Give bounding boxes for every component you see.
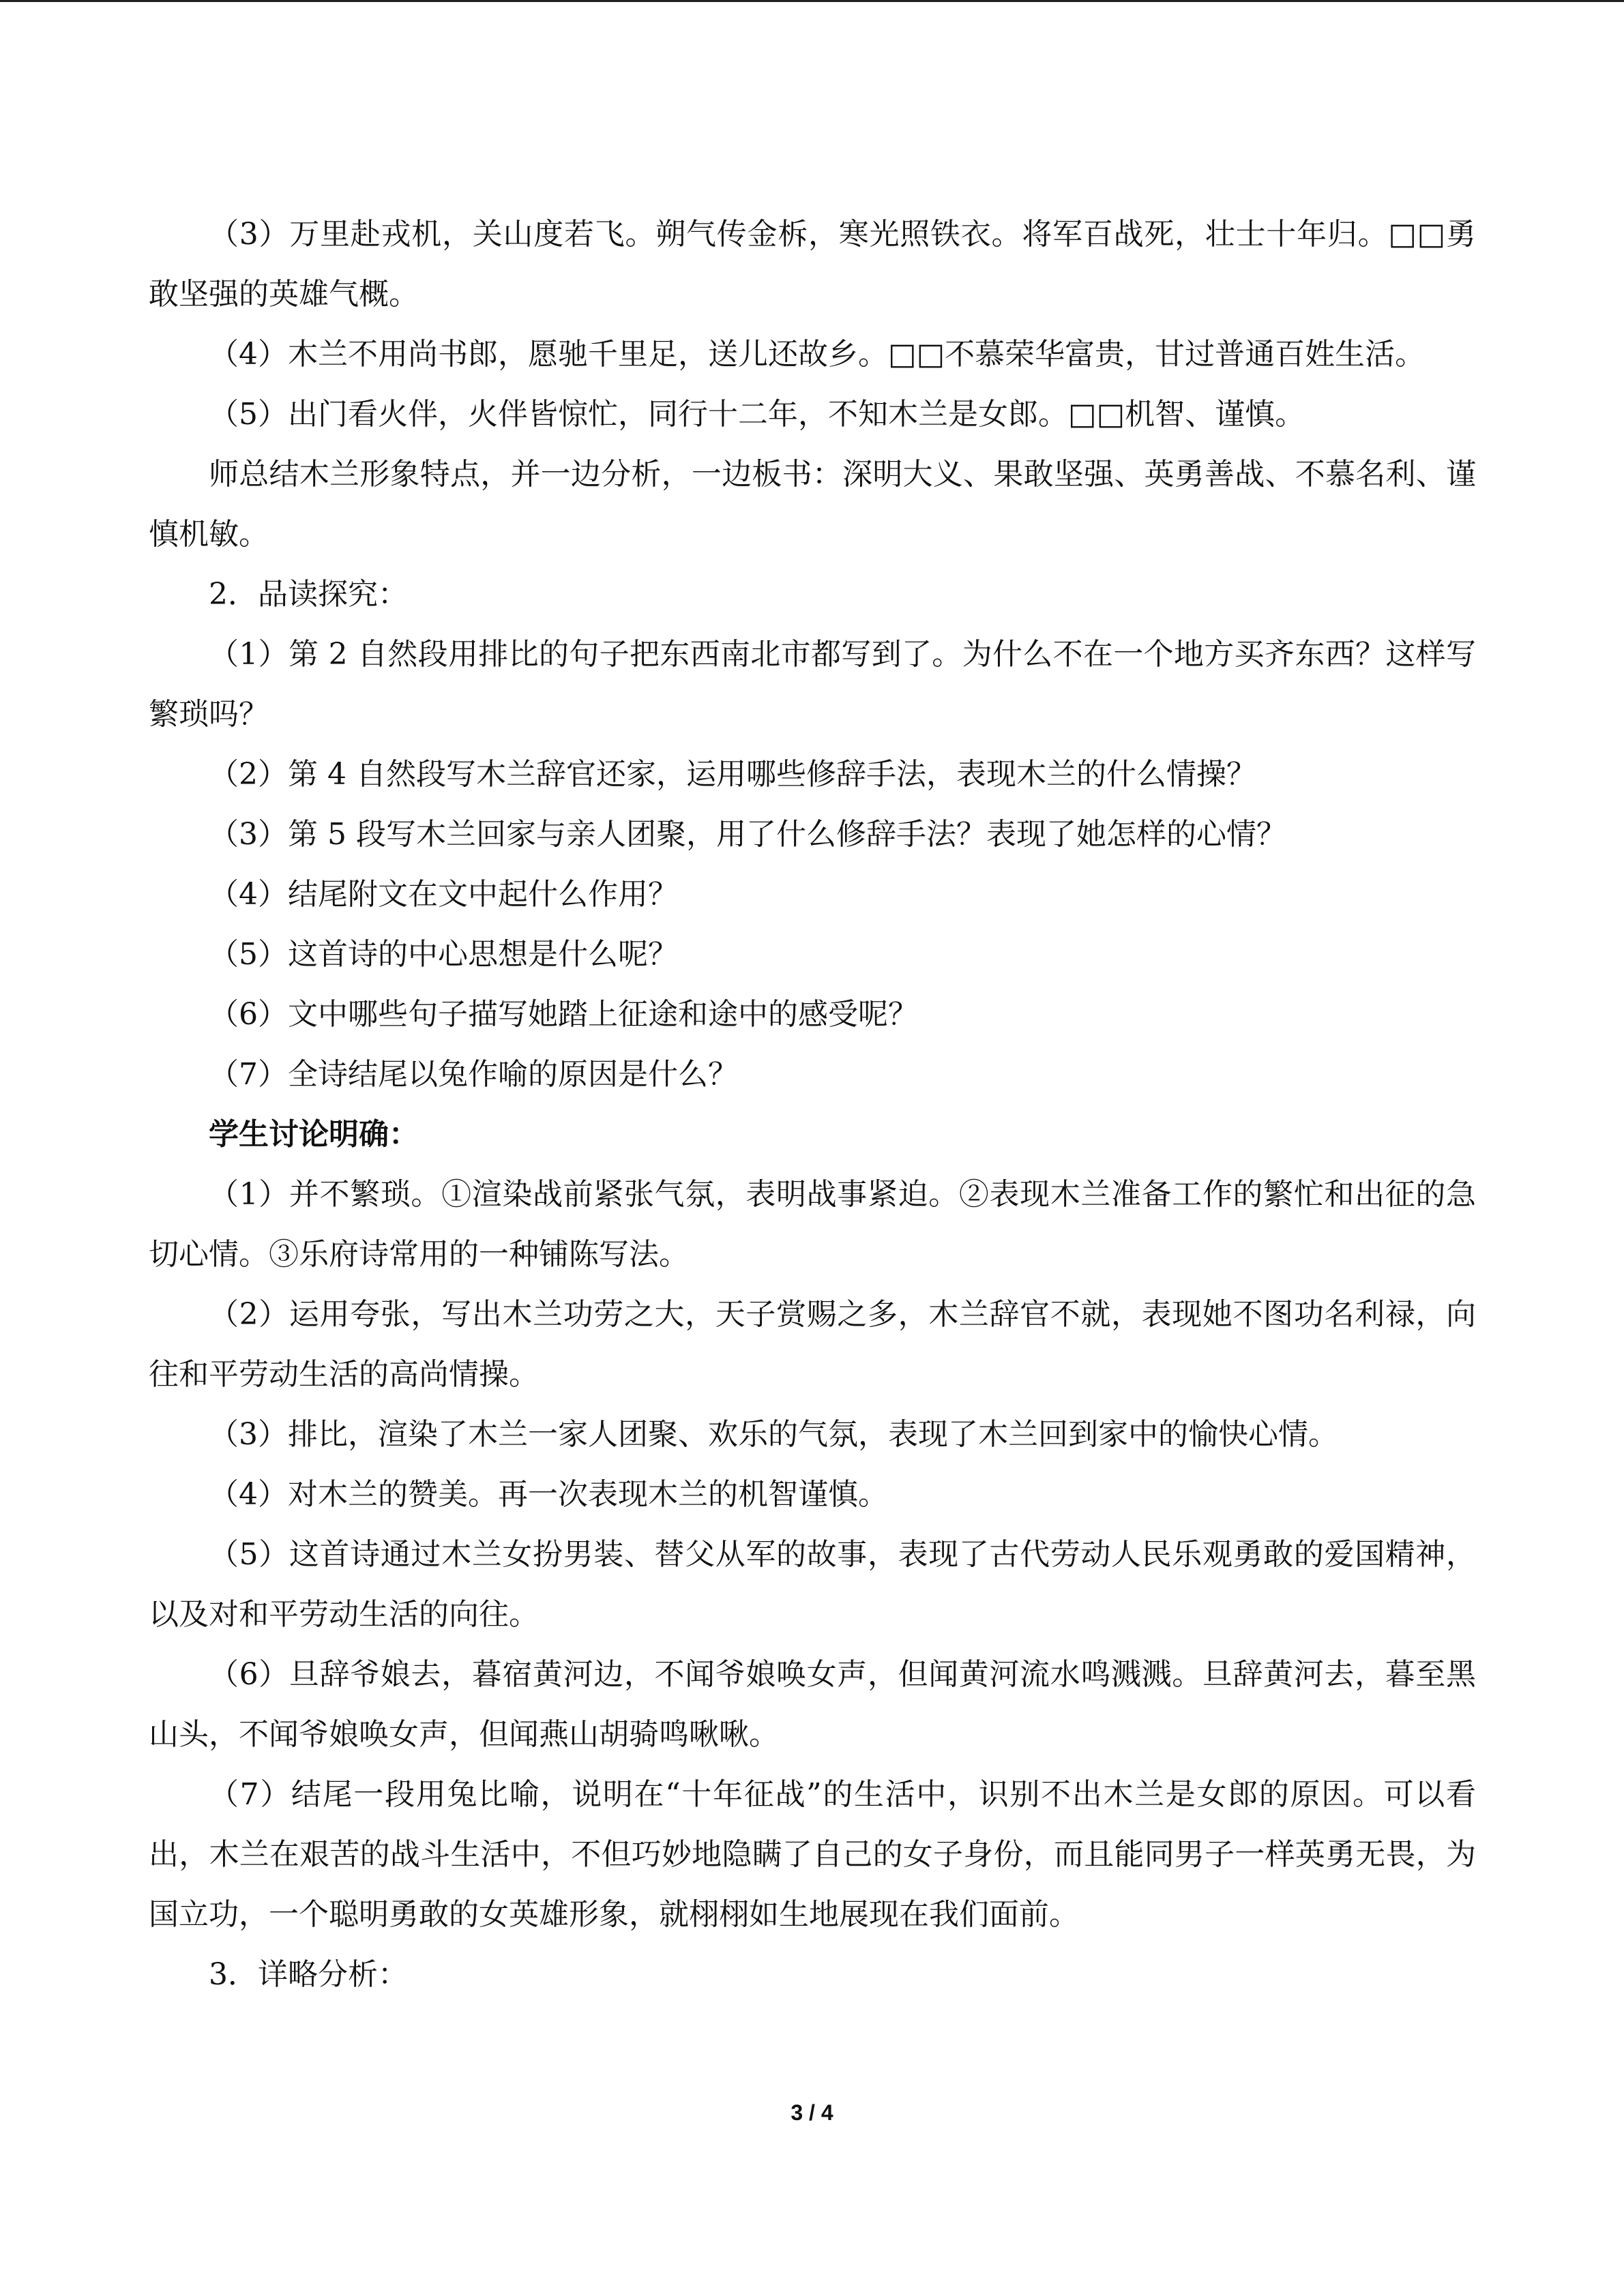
question-item: （1）第 2 自然段用排比的句子把东西南北市都写到了。为什么不在一个地方买齐东西？这样写繁琐吗？ <box>149 637 1476 732</box>
answer-item: （6）旦辞爷娘去，暮宿黄河边，不闻爷娘唤女声，但闻黄河流水鸣溅溅。旦辞黄河去，暮至黑山头，不闻爷娘唤女声，但闻燕山胡骑鸣啾啾。 <box>149 1657 1476 1752</box>
question-item: （3）第 5 段写木兰回家与亲人团聚，用了什么修辞手法？表现了她怎样的心情？ <box>209 817 1286 852</box>
section-heading: 2．品读探究： <box>209 577 408 612</box>
top-border-line <box>0 0 1624 2</box>
page-number: 3 / 4 <box>791 2100 833 2125</box>
answer-item: （7）结尾一段用兔比喻，说明在“十年征战”的生活中，识别不出木兰是女郎的原因。可以看出，木兰在艰苦的战斗生活中，不但巧妙地隐瞒了自己的女子身份，而且能同男子一样英勇无畏，为国立功，一个聪明勇敢的女英雄形象，就栩栩如生地展现在我们面前。 <box>149 1777 1476 1932</box>
question-item: （5）这首诗的中心思想是什么呢？ <box>209 937 678 972</box>
answer-item: （3）排比，渲染了木兰一家人团聚、欢乐的气氛，表现了木兰回到家中的愉快心情。 <box>209 1417 1338 1452</box>
question-item: （4）结尾附文在文中起什么作用？ <box>209 877 678 912</box>
answer-item: （5）这首诗通过木兰女扮男装、替父从军的故事，表现了古代劳动人民乐观勇敢的爱国精神，以及对和平劳动生活的向往。 <box>149 1537 1476 1632</box>
document-body <box>149 205 1476 2005</box>
paragraph: （5）出门看火伴，火伴皆惊忙，同行十二年，不知木兰是女郎。□□机智、谨慎。 <box>209 397 1305 432</box>
paragraph: 师总结木兰形象特点，并一边分析，一边板书：深明大义、果敢坚强、英勇善战、不慕名利、谨慎机敏。 <box>149 457 1476 552</box>
question-item: （7）全诗结尾以兔作喻的原因是什么？ <box>209 1057 738 1092</box>
discussion-heading: 学生讨论明确： <box>209 1117 419 1152</box>
answer-item: （1）并不繁琐。①渲染战前紧张气氛，表明战事紧迫。②表现木兰准备工作的繁忙和出征的急切心情。③乐府诗常用的一种铺陈写法。 <box>149 1177 1476 1272</box>
question-item: （6）文中哪些句子描写她踏上征途和途中的感受呢？ <box>209 997 918 1032</box>
answer-item: （2）运用夸张，写出木兰功劳之大，天子赏赐之多，木兰辞官不就，表现她不图功名利禄，向往和平劳动生活的高尚情操。 <box>149 1297 1476 1392</box>
question-item: （2）第 4 自然段写木兰辞官还家，运用哪些修辞手法，表现木兰的什么情操？ <box>209 757 1256 792</box>
paragraph: （3）万里赴戎机，关山度若飞。朔气传金柝，寒光照铁衣。将军百战死，壮士十年归。□□勇敢坚强的英雄气概。 <box>149 217 1476 312</box>
paragraph: （4）木兰不用尚书郎，愿驰千里足，送儿还故乡。□□不慕荣华富贵，甘过普通百姓生活。 <box>209 337 1426 372</box>
answer-item: （4）对木兰的赞美。再一次表现木兰的机智谨慎。 <box>209 1477 888 1512</box>
section-heading: 3．详略分析： <box>209 1957 408 1992</box>
